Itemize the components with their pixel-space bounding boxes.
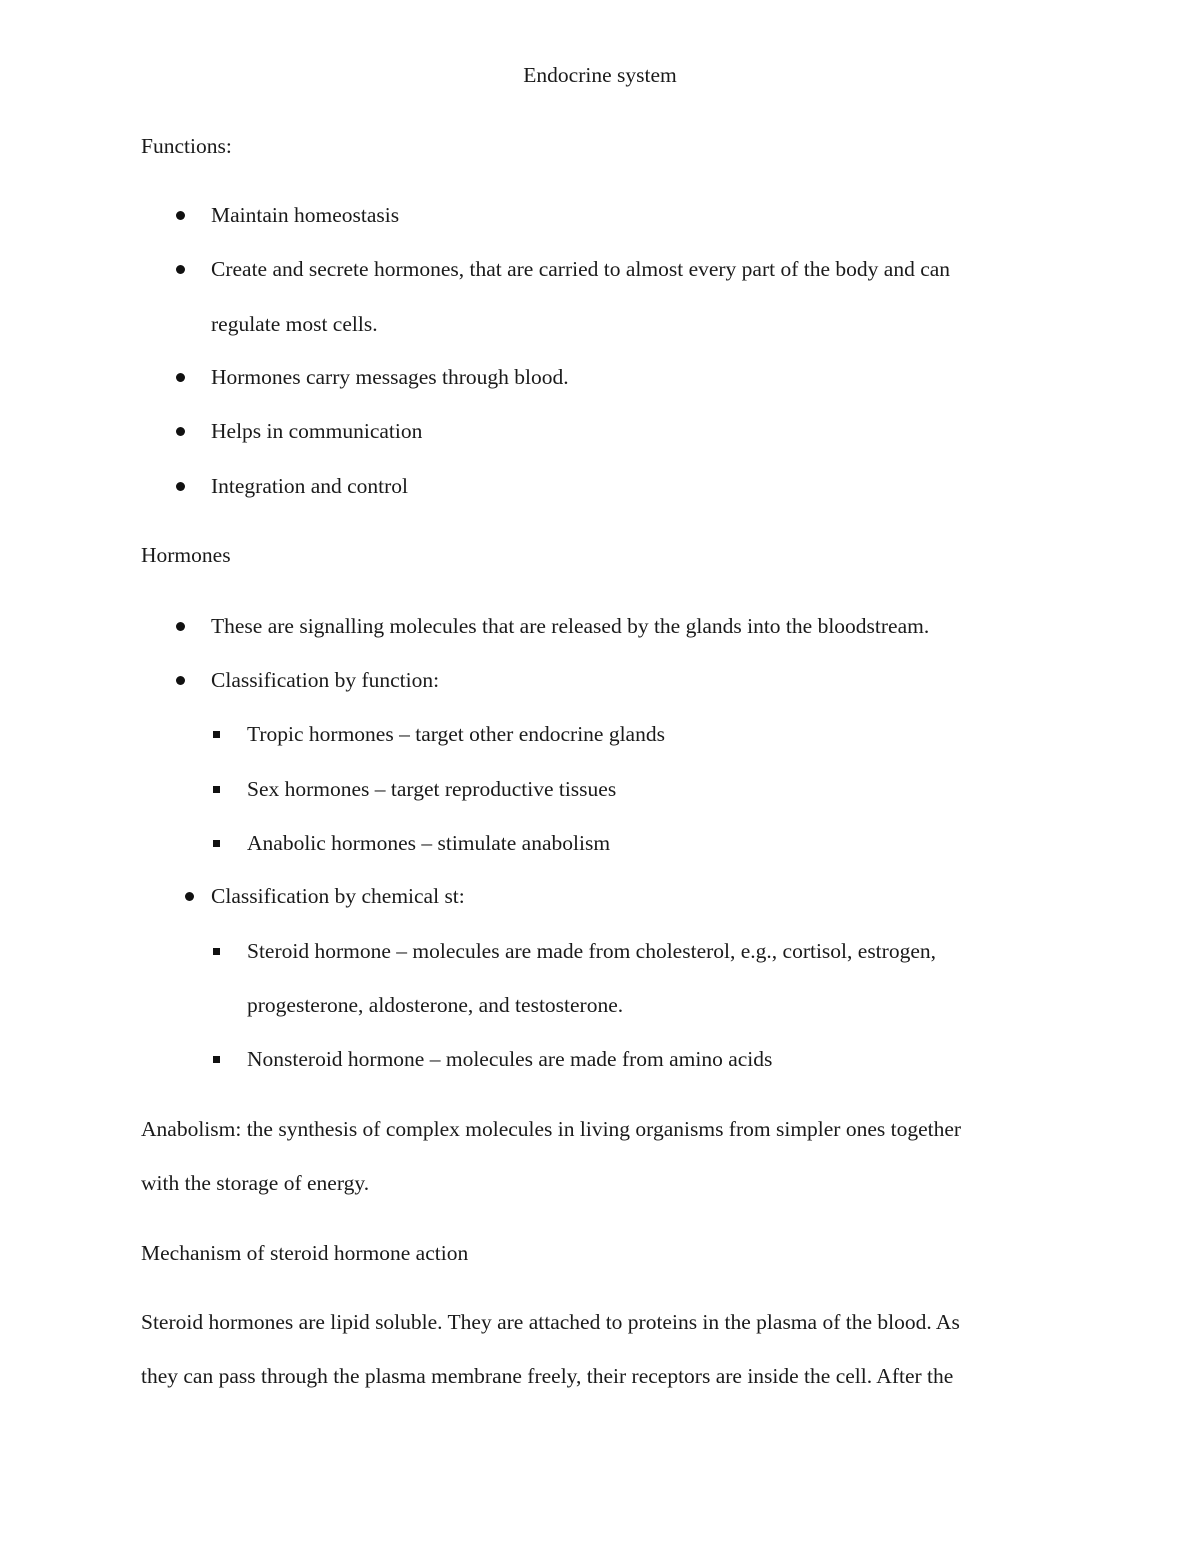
chemical-class-item: Nonsteroid hormone – molecules are made from amino acids (247, 1047, 773, 1071)
hormones-definition: These are signalling molecules that are released by the glands into the bloodstream. (211, 614, 930, 638)
chemical-class-item: Steroid hormone – molecules are made from cholesterol, e.g., cortisol, estrogen, (247, 939, 936, 963)
anabolism-paragraph-line: Anabolism: the synthesis of complex molecules in living organisms from simpler ones together (141, 1117, 962, 1141)
bullet-disc-icon (176, 676, 185, 685)
bullet-disc-icon (176, 622, 185, 631)
classification-function-label: Classification by function: (211, 668, 440, 692)
functions-item: Helps in communication (211, 419, 423, 443)
bullet-square-icon (213, 731, 220, 738)
anabolism-paragraph-line: with the storage of energy. (141, 1171, 370, 1195)
bullet-disc-icon (176, 211, 185, 220)
mechanism-paragraph-line: Steroid hormones are lipid soluble. They are attached to proteins in the plasma of the blood. As (141, 1310, 960, 1334)
chemical-class-item-continuation: progesterone, aldosterone, and testosterone. (247, 993, 624, 1017)
functions-heading: Functions: (141, 134, 232, 158)
functions-item: Hormones carry messages through blood. (211, 365, 569, 389)
function-class-item: Anabolic hormones – stimulate anabolism (247, 831, 611, 855)
functions-item: Create and secrete hormones, that are carried to almost every part of the body and can (211, 257, 951, 281)
functions-item-continuation: regulate most cells. (211, 312, 378, 336)
mechanism-paragraph-line: they can pass through the plasma membrane freely, their receptors are inside the cell. After the (141, 1364, 954, 1388)
bullet-square-icon (213, 840, 220, 847)
functions-item: Maintain homeostasis (211, 203, 400, 227)
functions-item: Integration and control (211, 474, 409, 498)
function-class-item: Sex hormones – target reproductive tissues (247, 777, 617, 801)
document-title: Endocrine system (523, 63, 677, 87)
bullet-disc-icon (176, 373, 185, 382)
mechanism-heading: Mechanism of steroid hormone action (141, 1241, 469, 1265)
bullet-square-icon (213, 1056, 220, 1063)
function-class-item: Tropic hormones – target other endocrine glands (247, 722, 665, 746)
bullet-disc-icon (176, 482, 185, 491)
hormones-heading: Hormones (141, 543, 231, 567)
bullet-square-icon (213, 948, 220, 955)
bullet-disc-icon (185, 892, 194, 901)
bullet-disc-icon (176, 427, 185, 436)
bullet-square-icon (213, 786, 220, 793)
bullet-disc-icon (176, 265, 185, 274)
classification-chemical-label: Classification by chemical st: (211, 884, 465, 908)
